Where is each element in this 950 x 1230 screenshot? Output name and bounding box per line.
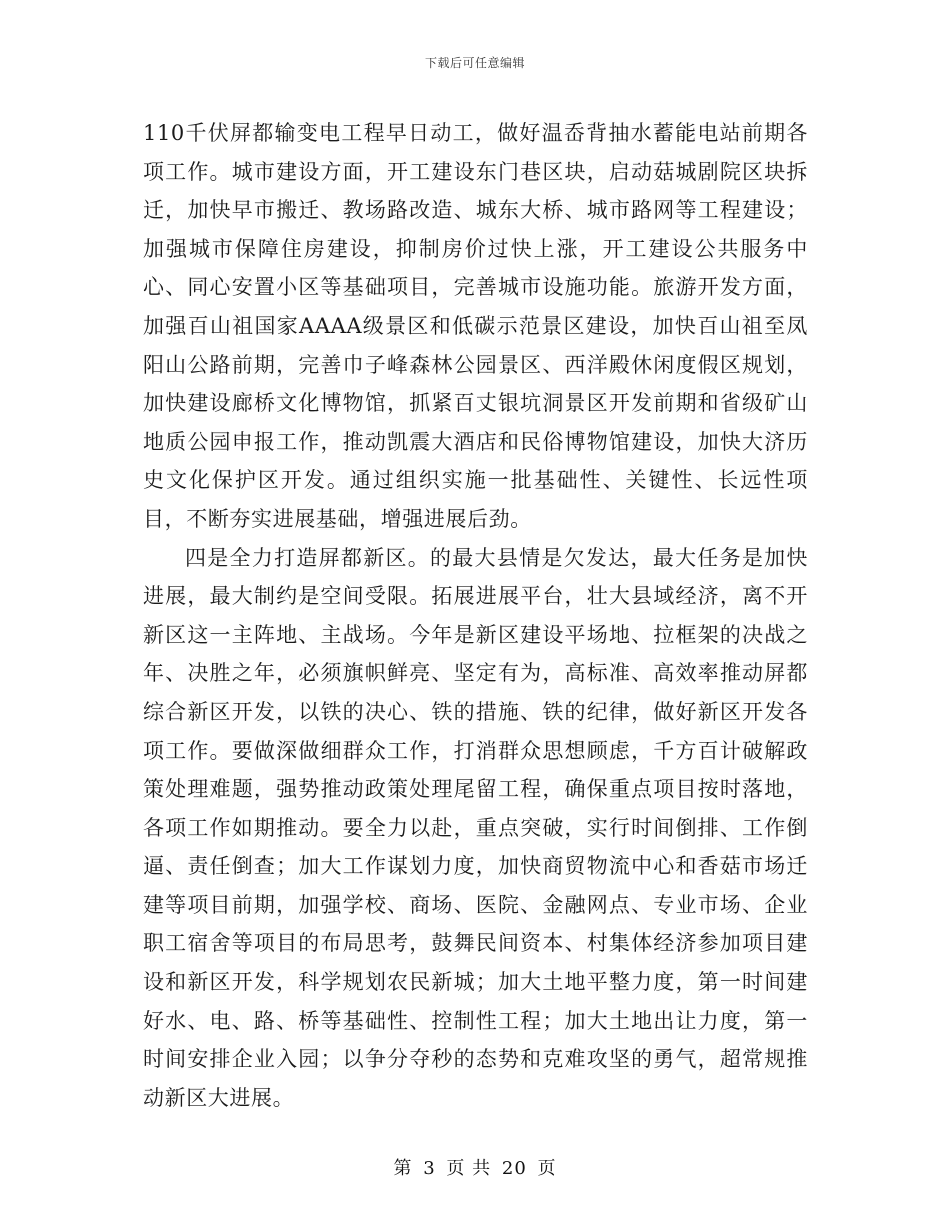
page-header: 下载后可任意编辑 xyxy=(424,56,525,70)
total-page-count: 20 xyxy=(501,1158,527,1179)
paragraph: 110千伏屏都输变电工程早日动工，做好温岙背抽水蓄能电站前期各项工作。城市建设方面，开工建设东门巷区块，启动菇城剧院区块拆迁，加快早市搬迁、教场路改造、城东大桥、城市路网等工程建设；加强城市保障住房建设，抑制房价过快上涨，开工建设公共服务中心、同心安置小区等基础项目，完善城市设施功能。旅游开发方面，加强百山祖国家AAAA级景区和低碳示范景区建设，加快百山祖至凤阳山公路前期，完善巾子峰森林公园景区、西洋殿休闲度假区规划，加快建设廊桥文化博物馆，抓紧百丈银坑洞景区开发前期和省级矿山地质公园申报工作，推动凯震大酒店和民俗博物馆建设，加快大济历史文化保护区开发。通过组织实施一批基础性、关键性、长远性项目，不断夯实进展基础，增强进展后劲。 xyxy=(143,121,808,531)
page-footer xyxy=(0,1154,950,1180)
footer-prefix: 第 xyxy=(393,1158,413,1179)
current-page-number: 3 xyxy=(423,1158,436,1179)
footer-middle: 页 共 xyxy=(446,1158,492,1179)
document-body xyxy=(143,114,808,1117)
paragraph: 四是全力打造屏都新区。的最大县情是欠发达，最大任务是加快进展，最大制约是空间受限。拓展进展平台，壮大县域经济，离不开新区这一主阵地、主战场。今年是新区建设平场地、拉框架的决战之年、决胜之年，必须旗帜鲜亮、坚定有为，高标准、高效率推动屏都综合新区开发，以铁的决心、铁的措施、铁的纪律，做好新区开发各项工作。要做深做细群众工作，打消群众思想顾虑，千方百计破解政策处理难题，强势推动政策处理尾留工程，确保重点项目按时落地，各项工作如期推动。要全力以赴，重点突破，实行时间倒排、工作倒逼、责任倒查；加大工作谋划力度，加快商贸物流中心和香菇市场迁建等项目前期，加强学校、商场、医院、金融网点、专业市场、企业职工宿舍等项目的布局思考，鼓舞民间资本、村集体经济参加项目建设和新区开发，科学规划农民新城；加大土地平整力度，第一时间建好水、电、路、桥等基础性、控制性工程；加大土地出让力度，第一时间安排企业入园；以争分夺秒的态势和克难攻坚的勇气，超常规推动新区大进展。 xyxy=(143,545,808,1110)
footer-suffix: 页 xyxy=(537,1158,557,1179)
